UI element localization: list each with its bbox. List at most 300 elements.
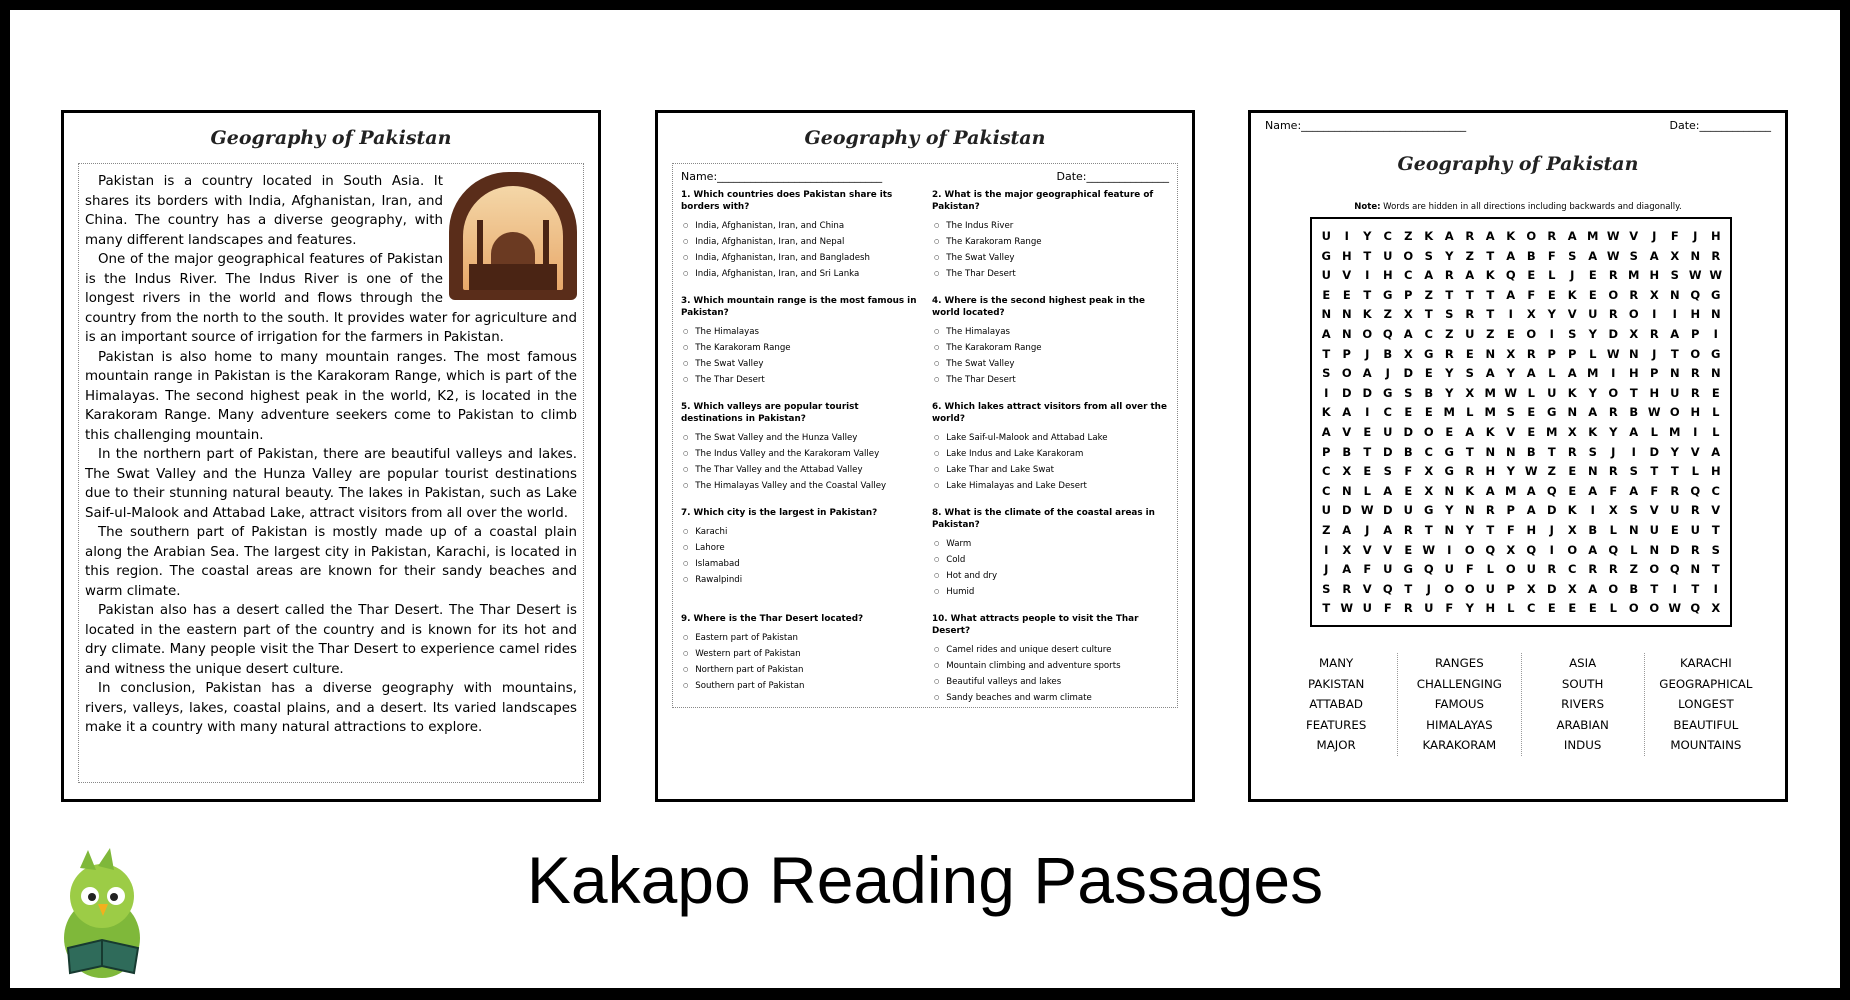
grid-letter[interactable]: L <box>1507 601 1515 616</box>
grid-letter[interactable]: T <box>1670 464 1679 479</box>
answer-option[interactable]: ○ The Himalayas <box>934 327 1169 337</box>
grid-letter[interactable]: H <box>1649 385 1660 400</box>
grid-letter[interactable]: W <box>1606 229 1620 243</box>
grid-letter[interactable]: L <box>1650 424 1658 439</box>
answer-option[interactable]: ○ The Thar Desert <box>934 269 1169 279</box>
grid-letter[interactable]: R <box>1608 464 1618 479</box>
grid-letter[interactable]: N <box>1649 542 1660 557</box>
grid-letter[interactable]: A <box>1670 326 1680 341</box>
grid-letter[interactable]: C <box>1711 483 1720 498</box>
grid-letter[interactable]: B <box>1403 444 1413 459</box>
grid-letter[interactable]: U <box>1670 385 1680 400</box>
grid-letter[interactable]: F <box>1404 464 1413 479</box>
grid-letter[interactable]: R <box>1649 326 1659 341</box>
grid-letter[interactable]: L <box>1589 346 1597 361</box>
grid-letter[interactable]: N <box>1464 503 1475 518</box>
grid-letter[interactable]: S <box>1670 268 1679 283</box>
grid-letter[interactable]: T <box>1711 522 1720 537</box>
grid-letter[interactable]: I <box>1344 229 1349 243</box>
grid-letter[interactable]: X <box>1465 385 1475 400</box>
grid-letter[interactable]: B <box>1588 522 1598 537</box>
grid-letter[interactable]: R <box>1485 503 1495 518</box>
grid-letter[interactable]: U <box>1321 268 1331 283</box>
grid-letter[interactable]: C <box>1383 405 1392 420</box>
answer-option[interactable]: ○ Lake Saif-ul-Malook and Attabad Lake <box>934 433 1169 443</box>
grid-letter[interactable]: J <box>1385 366 1390 381</box>
grid-letter[interactable]: N <box>1669 287 1680 302</box>
grid-letter[interactable]: G <box>1444 464 1454 479</box>
grid-letter[interactable]: G <box>1424 503 1434 518</box>
grid-letter[interactable]: R <box>1690 542 1700 557</box>
answer-option[interactable]: ○ Eastern part of Pakistan <box>683 633 918 643</box>
grid-letter[interactable]: G <box>1403 562 1413 577</box>
answer-option[interactable]: ○ The Indus River <box>934 221 1169 231</box>
answer-option[interactable]: ○ Camel rides and unique desert culture <box>934 645 1169 655</box>
grid-letter[interactable]: Z <box>1486 326 1495 341</box>
grid-letter[interactable]: N <box>1628 346 1639 361</box>
grid-letter[interactable]: W <box>1688 268 1702 283</box>
grid-letter[interactable]: E <box>1547 287 1556 302</box>
grid-letter[interactable]: O <box>1649 601 1660 616</box>
grid-letter[interactable]: C <box>1404 268 1413 283</box>
grid-letter[interactable]: O <box>1526 326 1537 341</box>
answer-option[interactable]: ○ Rawalpindi <box>683 575 918 585</box>
grid-letter[interactable]: W <box>1524 464 1538 479</box>
grid-letter[interactable]: H <box>1382 268 1393 283</box>
grid-letter[interactable]: E <box>1711 385 1720 400</box>
grid-letter[interactable]: A <box>1342 405 1352 420</box>
grid-letter[interactable]: X <box>1629 326 1639 341</box>
grid-letter[interactable]: I <box>1590 503 1595 518</box>
grid-letter[interactable]: A <box>1567 366 1577 381</box>
grid-letter[interactable]: J <box>1652 229 1657 243</box>
grid-letter[interactable]: R <box>1608 307 1618 322</box>
grid-letter[interactable]: T <box>1363 444 1372 459</box>
grid-letter[interactable]: S <box>1322 366 1331 381</box>
grid-letter[interactable]: T <box>1424 307 1433 322</box>
grid-letter[interactable]: D <box>1669 542 1680 557</box>
grid-letter[interactable]: R <box>1526 346 1536 361</box>
grid-letter[interactable]: E <box>1588 601 1597 616</box>
grid-letter[interactable]: R <box>1690 366 1700 381</box>
grid-letter[interactable]: T <box>1363 248 1372 263</box>
answer-option[interactable]: ○ The Swat Valley <box>934 359 1169 369</box>
answer-option[interactable]: ○ Cold <box>934 555 1169 565</box>
grid-letter[interactable]: U <box>1465 326 1475 341</box>
grid-letter[interactable]: W <box>1606 248 1620 263</box>
grid-letter[interactable]: N <box>1341 307 1352 322</box>
grid-letter[interactable]: S <box>1568 248 1577 263</box>
grid-letter[interactable]: V <box>1711 503 1721 518</box>
grid-letter[interactable]: P <box>1691 326 1700 341</box>
grid-letter[interactable]: B <box>1424 385 1434 400</box>
grid-letter[interactable]: E <box>1568 483 1577 498</box>
grid-letter[interactable]: B <box>1629 581 1639 596</box>
grid-letter[interactable]: T <box>1650 581 1659 596</box>
grid-letter[interactable]: J <box>1365 522 1370 537</box>
grid-letter[interactable]: V <box>1649 503 1659 518</box>
grid-letter[interactable]: H <box>1649 268 1660 283</box>
grid-letter[interactable]: Y <box>1445 503 1454 518</box>
grid-letter[interactable]: A <box>1588 542 1598 557</box>
grid-letter[interactable]: Z <box>1547 464 1556 479</box>
answer-option[interactable]: ○ India, Afghanistan, Iran, and Sri Lanka <box>683 269 918 279</box>
grid-letter[interactable]: A <box>1588 248 1598 263</box>
grid-letter[interactable]: T <box>1670 346 1679 361</box>
grid-letter[interactable]: Q <box>1485 542 1496 557</box>
name-field[interactable]: Name:______________________________ <box>1265 119 1467 132</box>
grid-letter[interactable]: S <box>1445 307 1454 322</box>
grid-letter[interactable]: W <box>1504 385 1518 400</box>
grid-letter[interactable]: C <box>1383 229 1392 243</box>
grid-letter[interactable]: V <box>1362 581 1372 596</box>
grid-letter[interactable]: B <box>1526 248 1536 263</box>
grid-letter[interactable]: T <box>1629 385 1638 400</box>
grid-letter[interactable]: E <box>1568 464 1577 479</box>
grid-letter[interactable]: O <box>1403 248 1414 263</box>
grid-letter[interactable]: H <box>1485 601 1496 616</box>
grid-letter[interactable]: A <box>1321 326 1331 341</box>
grid-letter[interactable]: T <box>1465 444 1474 459</box>
grid-letter[interactable]: H <box>1526 522 1537 537</box>
grid-letter[interactable]: G <box>1383 385 1393 400</box>
grid-letter[interactable]: E <box>1527 424 1536 439</box>
grid-letter[interactable]: P <box>1547 346 1556 361</box>
grid-letter[interactable]: X <box>1670 248 1680 263</box>
grid-letter[interactable]: X <box>1424 483 1434 498</box>
grid-letter[interactable]: M <box>1587 366 1599 381</box>
grid-letter[interactable]: R <box>1547 229 1557 243</box>
grid-letter[interactable]: U <box>1362 601 1372 616</box>
grid-letter[interactable]: M <box>1669 424 1681 439</box>
answer-option[interactable]: ○ The Thar Desert <box>683 375 918 385</box>
grid-letter[interactable]: G <box>1321 248 1331 263</box>
grid-letter[interactable]: C <box>1322 464 1331 479</box>
grid-letter[interactable]: Y <box>1363 229 1372 243</box>
grid-letter[interactable]: N <box>1567 405 1578 420</box>
grid-letter[interactable]: I <box>1549 326 1554 341</box>
grid-letter[interactable]: Q <box>1690 287 1701 302</box>
grid-letter[interactable]: Y <box>1547 307 1556 322</box>
answer-option[interactable]: ○ Beautiful valleys and lakes <box>934 677 1169 687</box>
grid-letter[interactable]: O <box>1341 366 1352 381</box>
grid-letter[interactable]: B <box>1526 444 1536 459</box>
grid-letter[interactable]: A <box>1465 268 1475 283</box>
grid-letter[interactable]: A <box>1321 424 1331 439</box>
grid-letter[interactable]: J <box>1693 229 1698 243</box>
grid-letter[interactable]: Y <box>1445 385 1454 400</box>
grid-letter[interactable]: V <box>1342 424 1352 439</box>
grid-letter[interactable]: Q <box>1382 326 1393 341</box>
grid-letter[interactable]: R <box>1547 562 1557 577</box>
grid-letter[interactable]: I <box>1611 366 1616 381</box>
grid-letter[interactable]: R <box>1690 385 1700 400</box>
grid-letter[interactable]: T <box>1691 581 1700 596</box>
grid-letter[interactable]: E <box>1547 601 1556 616</box>
grid-letter[interactable]: V <box>1342 268 1352 283</box>
grid-letter[interactable]: M <box>1484 385 1496 400</box>
grid-letter[interactable]: P <box>1650 366 1659 381</box>
grid-letter[interactable]: W <box>1668 601 1682 616</box>
grid-letter[interactable]: R <box>1608 562 1618 577</box>
grid-letter[interactable]: R <box>1670 483 1680 498</box>
grid-letter[interactable]: X <box>1506 542 1516 557</box>
grid-letter[interactable]: X <box>1403 307 1413 322</box>
grid-letter[interactable]: D <box>1403 424 1414 439</box>
grid-letter[interactable]: J <box>1365 346 1370 361</box>
grid-letter[interactable]: E <box>1445 424 1454 439</box>
grid-letter[interactable]: I <box>1324 385 1329 400</box>
grid-letter[interactable]: I <box>1549 542 1554 557</box>
grid-letter[interactable]: M <box>1587 229 1599 243</box>
grid-letter[interactable]: A <box>1485 366 1495 381</box>
grid-letter[interactable]: N <box>1690 562 1701 577</box>
grid-letter[interactable]: K <box>1465 483 1475 498</box>
answer-option[interactable]: ○ Islamabad <box>683 559 918 569</box>
grid-letter[interactable]: T <box>1445 287 1454 302</box>
grid-letter[interactable]: O <box>1362 326 1373 341</box>
grid-letter[interactable]: X <box>1711 601 1721 616</box>
grid-letter[interactable]: N <box>1690 248 1701 263</box>
grid-letter[interactable]: U <box>1547 385 1557 400</box>
grid-letter[interactable]: J <box>1324 562 1329 577</box>
grid-letter[interactable]: K <box>1485 424 1495 439</box>
grid-letter[interactable]: T <box>1322 346 1331 361</box>
grid-letter[interactable]: X <box>1506 346 1516 361</box>
grid-letter[interactable]: N <box>1341 326 1352 341</box>
grid-letter[interactable]: I <box>1447 542 1452 557</box>
grid-letter[interactable]: E <box>1322 287 1331 302</box>
grid-letter[interactable]: Z <box>1424 287 1433 302</box>
grid-letter[interactable]: D <box>1403 366 1414 381</box>
grid-letter[interactable]: X <box>1567 424 1577 439</box>
grid-letter[interactable]: A <box>1424 268 1434 283</box>
grid-letter[interactable]: O <box>1608 287 1619 302</box>
grid-letter[interactable]: N <box>1628 522 1639 537</box>
grid-letter[interactable]: Q <box>1505 268 1516 283</box>
grid-letter[interactable]: V <box>1506 424 1516 439</box>
grid-letter[interactable]: P <box>1568 346 1577 361</box>
grid-letter[interactable]: W <box>1647 405 1661 420</box>
grid-letter[interactable]: Z <box>1322 522 1331 537</box>
grid-letter[interactable]: X <box>1342 542 1352 557</box>
grid-letter[interactable]: A <box>1506 248 1516 263</box>
grid-letter[interactable]: U <box>1383 562 1393 577</box>
grid-letter[interactable]: B <box>1629 405 1639 420</box>
answer-option[interactable]: ○ Lake Thar and Lake Swat <box>934 465 1169 475</box>
answer-option[interactable]: ○ The Swat Valley <box>683 359 918 369</box>
grid-letter[interactable]: Q <box>1546 483 1557 498</box>
grid-letter[interactable]: D <box>1608 326 1619 341</box>
grid-letter[interactable]: F <box>1363 562 1372 577</box>
grid-letter[interactable]: L <box>1712 405 1720 420</box>
grid-letter[interactable]: Q <box>1526 542 1537 557</box>
grid-letter[interactable]: T <box>1711 562 1720 577</box>
grid-letter[interactable]: N <box>1321 307 1332 322</box>
grid-letter[interactable]: D <box>1649 444 1660 459</box>
grid-letter[interactable]: P <box>1342 346 1351 361</box>
grid-letter[interactable]: K <box>1424 229 1434 243</box>
grid-letter[interactable]: L <box>1548 366 1556 381</box>
grid-letter[interactable]: L <box>1486 562 1494 577</box>
grid-letter[interactable]: C <box>1568 562 1577 577</box>
grid-letter[interactable]: W <box>1360 503 1374 518</box>
grid-letter[interactable]: T <box>1486 248 1495 263</box>
answer-option[interactable]: ○ Western part of Pakistan <box>683 649 918 659</box>
grid-letter[interactable]: Z <box>1629 562 1638 577</box>
grid-letter[interactable]: E <box>1342 287 1351 302</box>
grid-letter[interactable]: C <box>1527 601 1536 616</box>
grid-letter[interactable]: O <box>1464 542 1475 557</box>
grid-letter[interactable]: E <box>1506 326 1515 341</box>
grid-letter[interactable]: Q <box>1669 562 1680 577</box>
grid-letter[interactable]: K <box>1567 503 1577 518</box>
grid-letter[interactable]: Q <box>1382 581 1393 596</box>
grid-letter[interactable]: W <box>1606 346 1620 361</box>
grid-letter[interactable]: E <box>1465 346 1474 361</box>
grid-letter[interactable]: Y <box>1445 248 1454 263</box>
grid-letter[interactable]: U <box>1383 248 1393 263</box>
grid-letter[interactable]: R <box>1342 581 1352 596</box>
grid-letter[interactable]: T <box>1363 287 1372 302</box>
grid-letter[interactable]: M <box>1443 405 1455 420</box>
grid-letter[interactable]: I <box>1652 307 1657 322</box>
grid-letter[interactable]: B <box>1342 444 1352 459</box>
grid-letter[interactable]: S <box>1465 366 1474 381</box>
grid-letter[interactable]: V <box>1567 307 1577 322</box>
grid-letter[interactable]: L <box>1609 601 1617 616</box>
grid-letter[interactable]: H <box>1628 366 1639 381</box>
grid-letter[interactable]: T <box>1465 287 1474 302</box>
grid-letter[interactable]: T <box>1424 522 1433 537</box>
grid-letter[interactable]: A <box>1342 562 1352 577</box>
name-field[interactable]: Name:______________________________ <box>681 170 883 183</box>
grid-letter[interactable]: K <box>1506 229 1516 243</box>
grid-letter[interactable]: G <box>1711 346 1721 361</box>
grid-letter[interactable]: O <box>1608 385 1619 400</box>
grid-letter[interactable]: R <box>1629 287 1639 302</box>
grid-letter[interactable]: Y <box>1588 326 1597 341</box>
grid-letter[interactable]: U <box>1649 522 1659 537</box>
grid-letter[interactable]: A <box>1649 248 1659 263</box>
grid-letter[interactable]: E <box>1588 287 1597 302</box>
grid-letter[interactable]: Q <box>1690 483 1701 498</box>
grid-letter[interactable]: A <box>1588 581 1598 596</box>
grid-letter[interactable]: S <box>1322 581 1331 596</box>
grid-letter[interactable]: U <box>1424 601 1434 616</box>
grid-letter[interactable]: Q <box>1608 542 1619 557</box>
grid-letter[interactable]: V <box>1383 542 1393 557</box>
answer-option[interactable]: ○ Northern part of Pakistan <box>683 665 918 675</box>
grid-letter[interactable]: U <box>1526 562 1536 577</box>
grid-letter[interactable]: Q <box>1690 601 1701 616</box>
grid-letter[interactable]: Y <box>1465 522 1474 537</box>
grid-letter[interactable]: U <box>1403 503 1413 518</box>
grid-letter[interactable]: T <box>1486 522 1495 537</box>
answer-option[interactable]: ○ The Karakoram Range <box>934 237 1169 247</box>
grid-letter[interactable]: E <box>1670 522 1679 537</box>
grid-letter[interactable]: R <box>1444 346 1454 361</box>
grid-letter[interactable]: O <box>1423 424 1434 439</box>
answer-option[interactable]: ○ The Himalayas <box>683 327 918 337</box>
grid-letter[interactable]: G <box>1547 405 1557 420</box>
grid-letter[interactable]: W <box>1709 268 1723 283</box>
answer-option[interactable]: ○ The Karakoram Range <box>934 343 1169 353</box>
answer-option[interactable]: ○ India, Afghanistan, Iran, and China <box>683 221 918 231</box>
grid-letter[interactable]: R <box>1711 248 1721 263</box>
answer-option[interactable]: ○ Karachi <box>683 527 918 537</box>
grid-letter[interactable]: G <box>1383 287 1393 302</box>
grid-letter[interactable]: Y <box>1670 444 1679 459</box>
grid-letter[interactable]: J <box>1570 268 1575 283</box>
answer-option[interactable]: ○ Warm <box>934 539 1169 549</box>
grid-letter[interactable]: R <box>1588 562 1598 577</box>
grid-letter[interactable]: H <box>1710 229 1721 243</box>
grid-letter[interactable]: F <box>1670 229 1679 243</box>
grid-letter[interactable]: U <box>1670 503 1680 518</box>
grid-letter[interactable]: Z <box>1445 326 1454 341</box>
grid-letter[interactable]: N <box>1485 346 1496 361</box>
grid-letter[interactable]: C <box>1322 483 1331 498</box>
grid-letter[interactable]: P <box>1506 503 1515 518</box>
grid-letter[interactable]: X <box>1526 307 1536 322</box>
grid-letter[interactable]: Y <box>1609 424 1618 439</box>
grid-letter[interactable]: R <box>1465 464 1475 479</box>
grid-letter[interactable]: X <box>1424 464 1434 479</box>
grid-letter[interactable]: U <box>1690 522 1700 537</box>
grid-letter[interactable]: K <box>1567 287 1577 302</box>
answer-option[interactable]: ○ The Swat Valley <box>934 253 1169 263</box>
grid-letter[interactable]: F <box>1506 522 1515 537</box>
grid-letter[interactable]: V <box>1690 444 1700 459</box>
grid-letter[interactable]: N <box>1587 464 1598 479</box>
grid-letter[interactable]: R <box>1465 307 1475 322</box>
grid-letter[interactable]: X <box>1608 503 1618 518</box>
grid-letter[interactable]: O <box>1464 581 1475 596</box>
grid-letter[interactable]: X <box>1567 522 1577 537</box>
grid-letter[interactable]: A <box>1711 444 1721 459</box>
grid-letter[interactable]: K <box>1588 424 1598 439</box>
grid-letter[interactable]: U <box>1588 307 1598 322</box>
grid-letter[interactable]: A <box>1629 424 1639 439</box>
grid-letter[interactable]: D <box>1546 503 1557 518</box>
grid-letter[interactable]: K <box>1485 268 1495 283</box>
grid-letter[interactable]: T <box>1486 307 1495 322</box>
grid-letter[interactable]: S <box>1711 542 1720 557</box>
grid-letter[interactable]: A <box>1383 483 1393 498</box>
date-field[interactable]: Date:_____________ <box>1669 119 1771 132</box>
grid-letter[interactable]: J <box>1611 444 1616 459</box>
grid-letter[interactable]: E <box>1404 483 1413 498</box>
grid-letter[interactable]: O <box>1628 307 1639 322</box>
grid-letter[interactable]: O <box>1526 229 1537 243</box>
grid-letter[interactable]: P <box>1506 581 1515 596</box>
grid-letter[interactable]: F <box>1547 248 1556 263</box>
grid-letter[interactable]: I <box>1672 581 1677 596</box>
grid-letter[interactable]: U <box>1321 229 1331 243</box>
grid-letter[interactable]: L <box>1527 385 1535 400</box>
grid-letter[interactable]: M <box>1505 483 1517 498</box>
grid-letter[interactable]: T <box>1322 601 1331 616</box>
grid-letter[interactable]: I <box>1713 581 1718 596</box>
grid-letter[interactable]: H <box>1690 405 1701 420</box>
grid-letter[interactable]: X <box>1567 581 1577 596</box>
grid-letter[interactable]: C <box>1424 444 1433 459</box>
grid-letter[interactable]: W <box>1422 542 1436 557</box>
grid-letter[interactable]: H <box>1690 307 1701 322</box>
grid-letter[interactable]: E <box>1527 268 1536 283</box>
grid-letter[interactable]: U <box>1383 424 1393 439</box>
